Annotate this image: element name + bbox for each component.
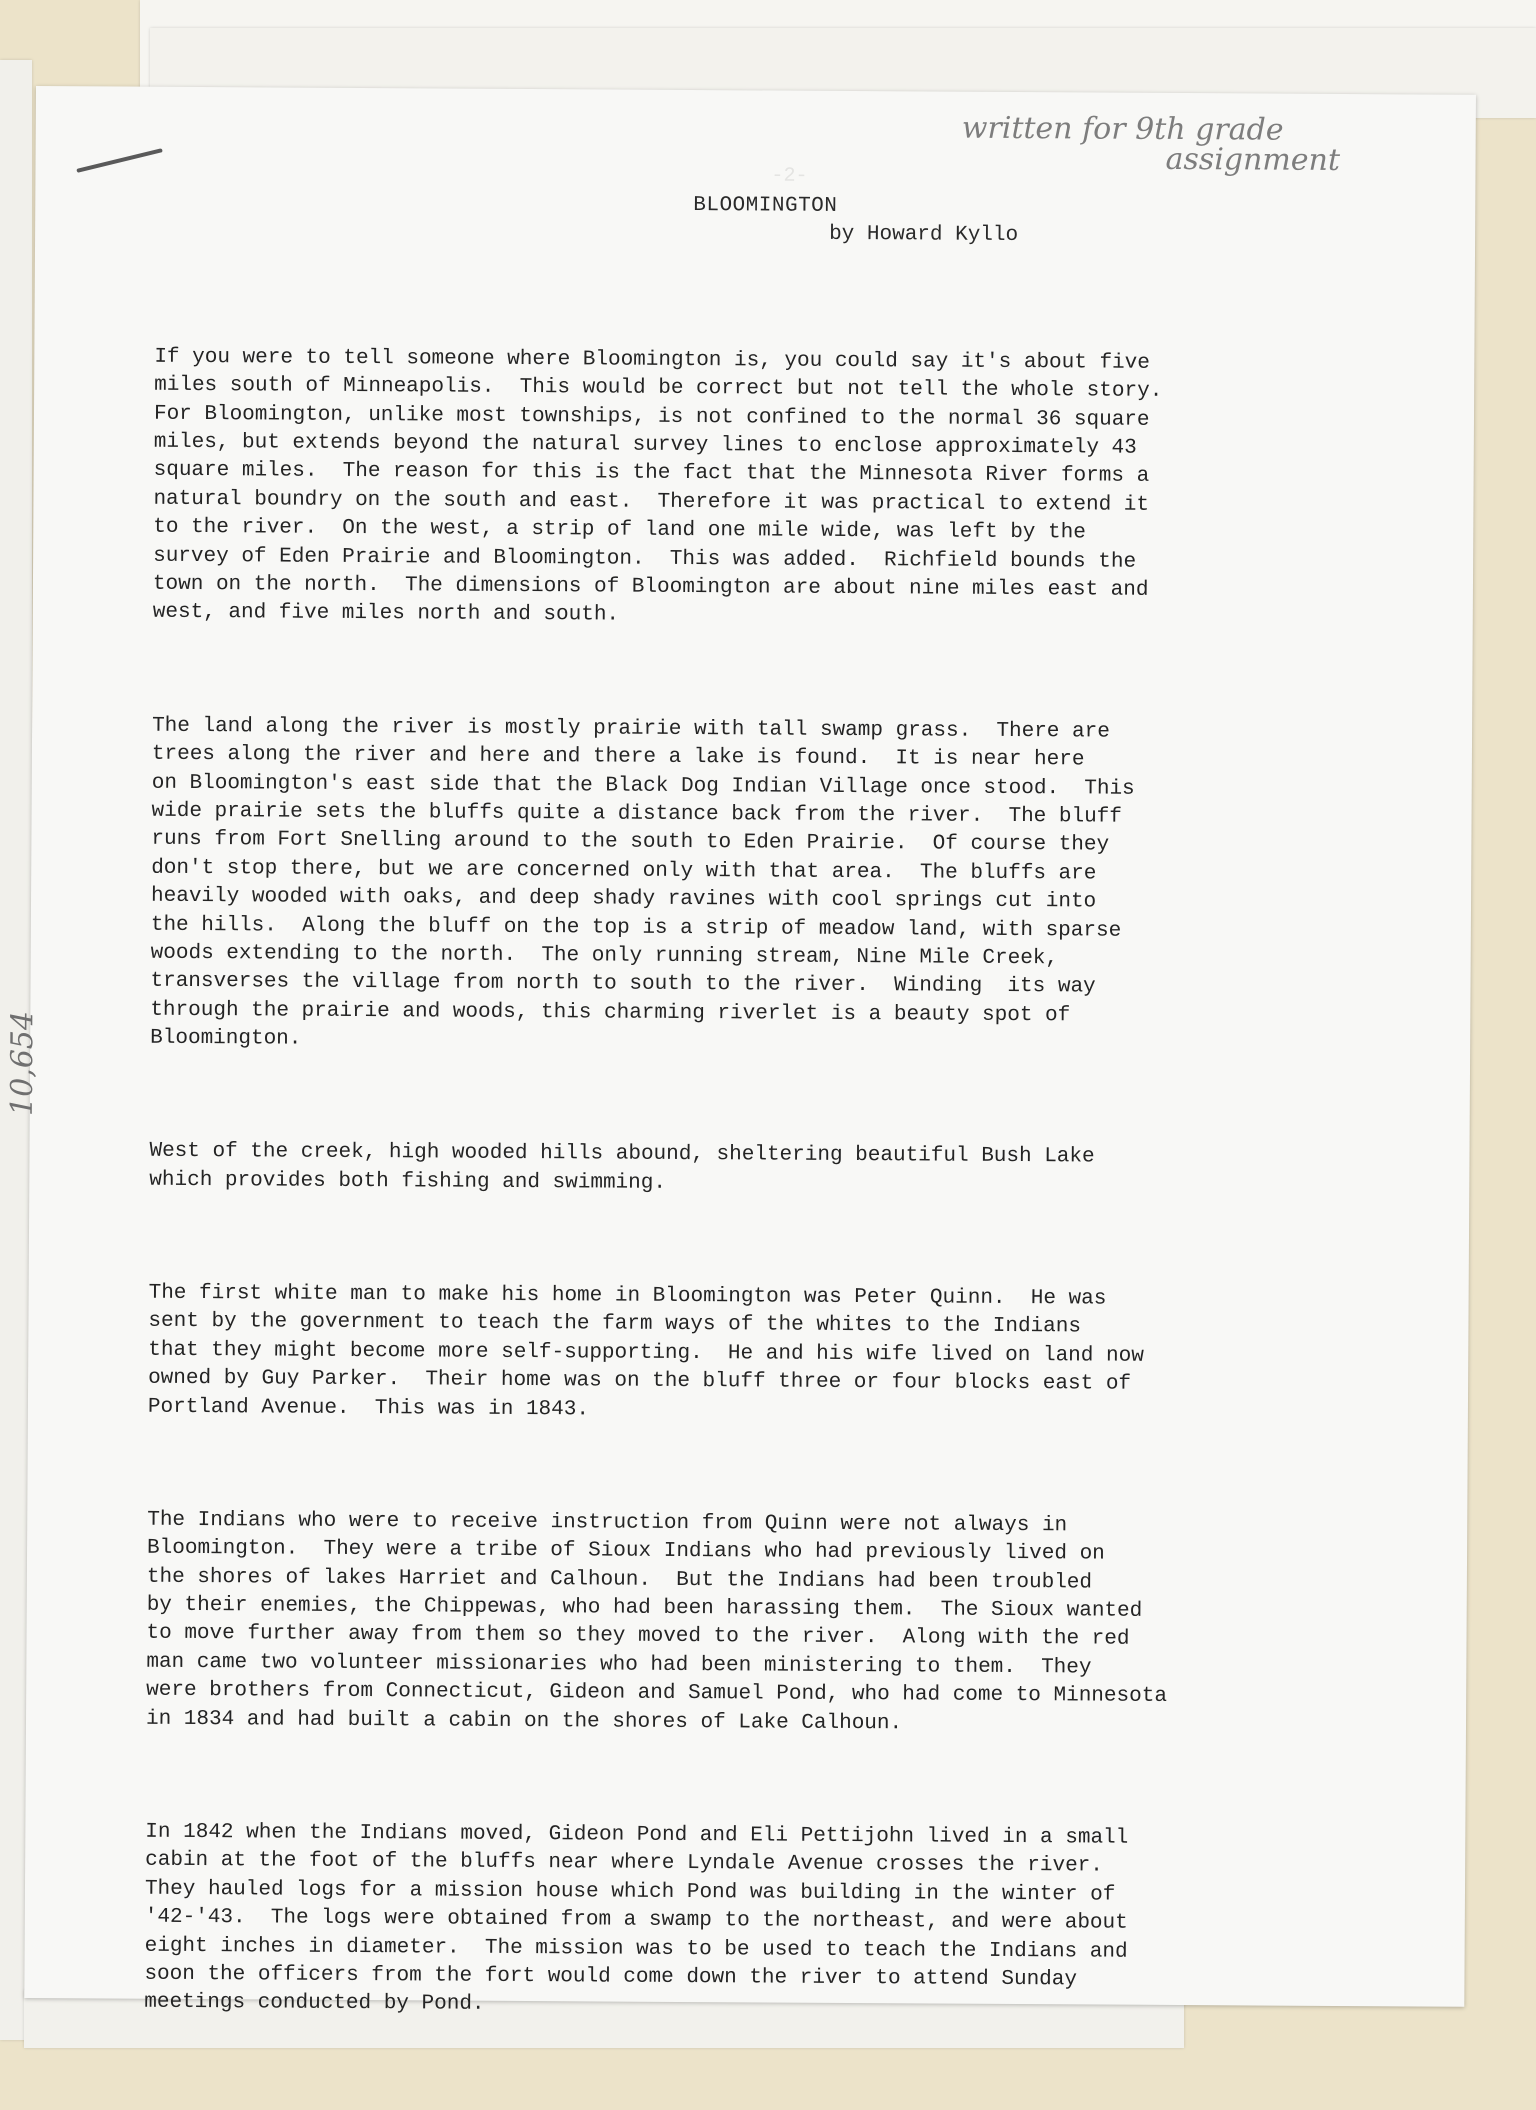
paragraph: The land along the river is mostly prairie with tall swamp grass. There are trees along the river and here and there a lake is found. It is near here on Bloomington's east side that the Black Dog Indian Village once stood. This wide prairie sets the bluffs quite a distance back from the river. The bluff runs from Fort Snelling around to the south to Eden Prairie. Of course they don't stop there, but we are concerned only with that area. The bluffs are heavily wooded with oaks, and deep shady ravines with cool springs cut into the hills. Along the bluff on the top is a strip of meadow land, with sparse woods extending to the north. The only running stream, Nine Mile Creek, transverses the village from north to south to the river. Winding its way through the prairie and woods, this charming riverlet is a beauty spot of Bloomington. [150, 714, 1135, 1051]
document-body [144, 287, 1405, 2110]
staple [76, 148, 162, 173]
document-byline: by Howard Kyllo [829, 222, 1019, 248]
paragraph: The Indians who were to receive instruction from Quinn were not always in Bloomington. They were a tribe of Sioux Indians who had previously lived on the shores of lakes Harriet and Calhoun. But the Indians had been troubled by their enemies, the Chippewas, who had been harassing them. The Sioux wanted to move further away from them so they moved to the river. Along with the red man came two volunteer missionaries who had been ministering to them. They were brothers from Connecticut, Gideon and Samuel Pond, who had come to Minnesota in 1834 and had built a cabin on the shores of Lake Calhoun. [145, 1508, 1168, 1736]
handwritten-note-line-1: written for 9th grade [961, 110, 1284, 148]
paragraph: West of the creek, high wooded hills abound, sheltering beautiful Bush Lake which provides both fishing and swimming. [149, 1140, 1095, 1195]
paragraph: The first white man to make his home in Bloomington was Peter Quinn. He was sent by the government to teach the farm ways of the whites to the Indians that they might become more self-supporting. He and his wife lived on land now owned by Guy Parker. Their home was on the bluff three or four blocks east of Portland Avenue. This was in 1843. [147, 1281, 1144, 1422]
document-title: BLOOMINGTON [693, 194, 838, 218]
handwritten-note-line-2: assignment [1165, 141, 1341, 178]
margin-accession-number: 10,654 [4, 1010, 41, 1117]
document-page [4, 86, 1476, 2017]
page-number: -2- [771, 164, 808, 188]
paragraph: If you were to tell someone where Bloomington is, you could say it's about five miles south of Minneapolis. This would be correct but not tell the whole story. For Bloomington, unlike most townships, is not confined to the normal 36 square miles, but extends beyond the natural survey lines to enclose approximately 43 square miles. The reason for this is the fact that the Minnesota River forms a natural boundry on the south and east. Therefore it was practical to extend it to the river. On the west, a strip of land one mile wide, was left by the survey of Eden Prairie and Bloomington. This was added. Richfield bounds the town on the north. The dimensions of Bloomington are about nine miles east and west, and five miles north and south. [152, 345, 1163, 628]
paragraph: In 1842 when the Indians moved, Gideon Pond and Eli Pettijohn lived in a small cabin at the foot of the bluffs near where Lyndale Avenue crosses the river. They hauled logs for a mission house which Pond was building in the winter of '42-'43. The logs were obtained from a swamp to the northeast, and were about eight inches in diameter. The mission was to be used to teach the Indians and soon the officers from the fort would come down the river to attend Sunday meetings conducted by Pond. [144, 1820, 1129, 2017]
